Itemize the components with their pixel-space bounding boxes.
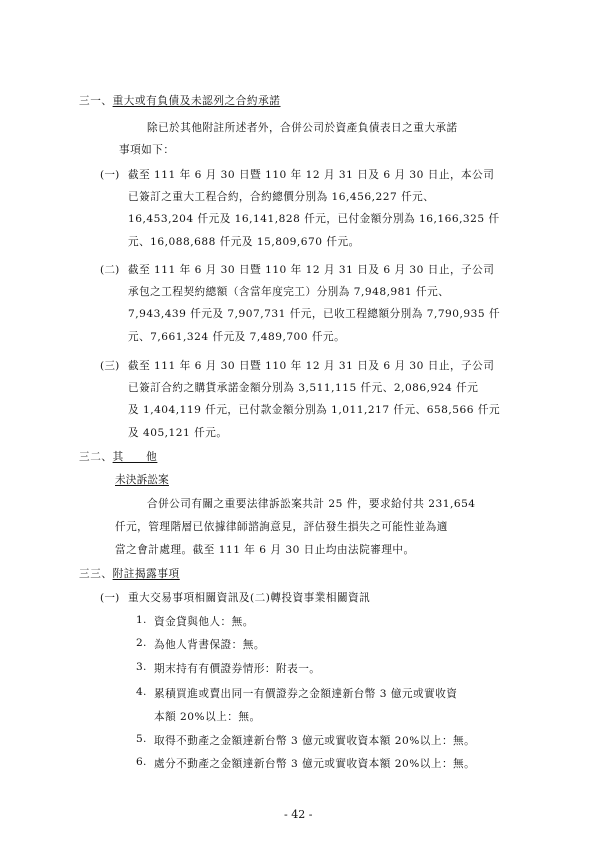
list-item-1-number: 1. (136, 614, 147, 626)
item-3-line-4: 及 405,121 仟元。 (128, 427, 228, 439)
section-31-heading (79, 93, 281, 108)
section-32-subtitle: 未決訴訟案 (115, 474, 169, 486)
section-31-title: 重大或有負債及未認列之合約承諾 (112, 95, 281, 107)
list-item-1-text: 資金貸與他人：無。 (154, 616, 254, 628)
item-1-label: (一) (100, 169, 120, 181)
list-item-4-text-line-2: 本額 20%以上：無。 (154, 711, 261, 723)
item-1-line-1: 截至 111 年 6 月 30 日暨 110 年 12 月 31 日及 6 月 30 日止，本公司 (128, 169, 495, 181)
list-item-5-text: 取得不動產之金額達新台幣 3 億元或實收資本額 20%以上：無。 (154, 735, 476, 747)
item-2-line-1: 截至 111 年 6 月 30 日暨 110 年 12 月 31 日及 6 月 30 日止，子公司 (128, 264, 495, 276)
section-33-title: 附註揭露事項 (112, 568, 180, 580)
section-31-intro-line-1: 除已於其他附註所述者外，合併公司於資產負債表日之重大承諾 (147, 122, 458, 134)
section-33-sub-text: 重大交易事項相關資訊及(二)轉投資事業相關資訊 (128, 592, 371, 604)
section-33-sub-label: (一) (100, 592, 120, 604)
section-33-heading (79, 566, 180, 581)
item-2-line-3: 7,943,439 仟元及 7,907,731 仟元，已收工程總額分別為 7,790,935 仟 (128, 308, 501, 320)
list-item-2-number: 2. (136, 637, 147, 649)
item-2-line-4: 元、7,661,324 仟元及 7,489,700 仟元。 (128, 331, 346, 343)
item-1-line-4: 元、16,088,688 仟元及 15,809,670 仟元。 (128, 236, 360, 248)
section-32-heading (79, 449, 157, 464)
section-32-line-3: 當之會計處理。截至 111 年 6 月 30 日止均由法院審理中。 (115, 544, 415, 556)
list-item-5-number: 5. (136, 733, 147, 745)
item-1-line-3: 16,453,204 仟元及 16,141,828 仟元，已付金額分別為 16,166,325 仟 (128, 213, 500, 225)
section-32-title: 其 他 (112, 451, 158, 463)
item-3-line-2: 已簽訂合約之購貨承諾金額分別為 3,511,115 仟元、2,086,924 仟元 (128, 382, 479, 394)
list-item-4-text-line-1: 累積買進或賣出同一有價證券之金額達新台幣 3 億元或實收資 (154, 688, 458, 700)
list-item-4-number: 4. (136, 686, 147, 698)
section-32-line-1: 合併公司有關之重要法律訴訟案共計 25 件，要求給付共 231,654 (147, 498, 476, 510)
list-item-3-text: 期末持有有價證券情形：附表一。 (154, 663, 321, 675)
list-item-2-text: 為他人背書保證：無。 (154, 639, 265, 651)
section-33-number: 三三、 (79, 568, 113, 580)
list-item-6-text: 處分不動產之金額達新台幣 3 億元或實收資本額 20%以上：無。 (154, 758, 476, 770)
list-item-3-number: 3. (136, 661, 147, 673)
item-2-label: (二) (100, 264, 120, 276)
section-31-intro-line-2: 事項如下： (119, 144, 175, 156)
list-item-6-number: 6. (136, 756, 147, 768)
page-number: - 42 - (284, 808, 313, 821)
item-3-line-1: 截至 111 年 6 月 30 日暨 110 年 12 月 31 日及 6 月 30 日止，子公司 (128, 360, 495, 372)
item-1-line-2: 已簽訂之重大工程合約，合約總價分別為 16,456,227 仟元、 (128, 191, 435, 203)
item-2-line-2: 承包之工程契約總額（含當年度完工）分別為 7,948,981 仟元、 (128, 286, 450, 298)
item-3-line-3: 及 1,404,119 仟元，已付款金額分別為 1,011,217 仟元、658,566 仟元 (128, 404, 501, 416)
section-32-number: 三二、 (79, 451, 113, 463)
section-31-number: 三一、 (79, 95, 113, 107)
section-32-line-2: 仟元，管理階層已依據律師諮詢意見，評估發生損失之可能性並為適 (115, 521, 448, 533)
item-3-label: (三) (100, 360, 120, 372)
